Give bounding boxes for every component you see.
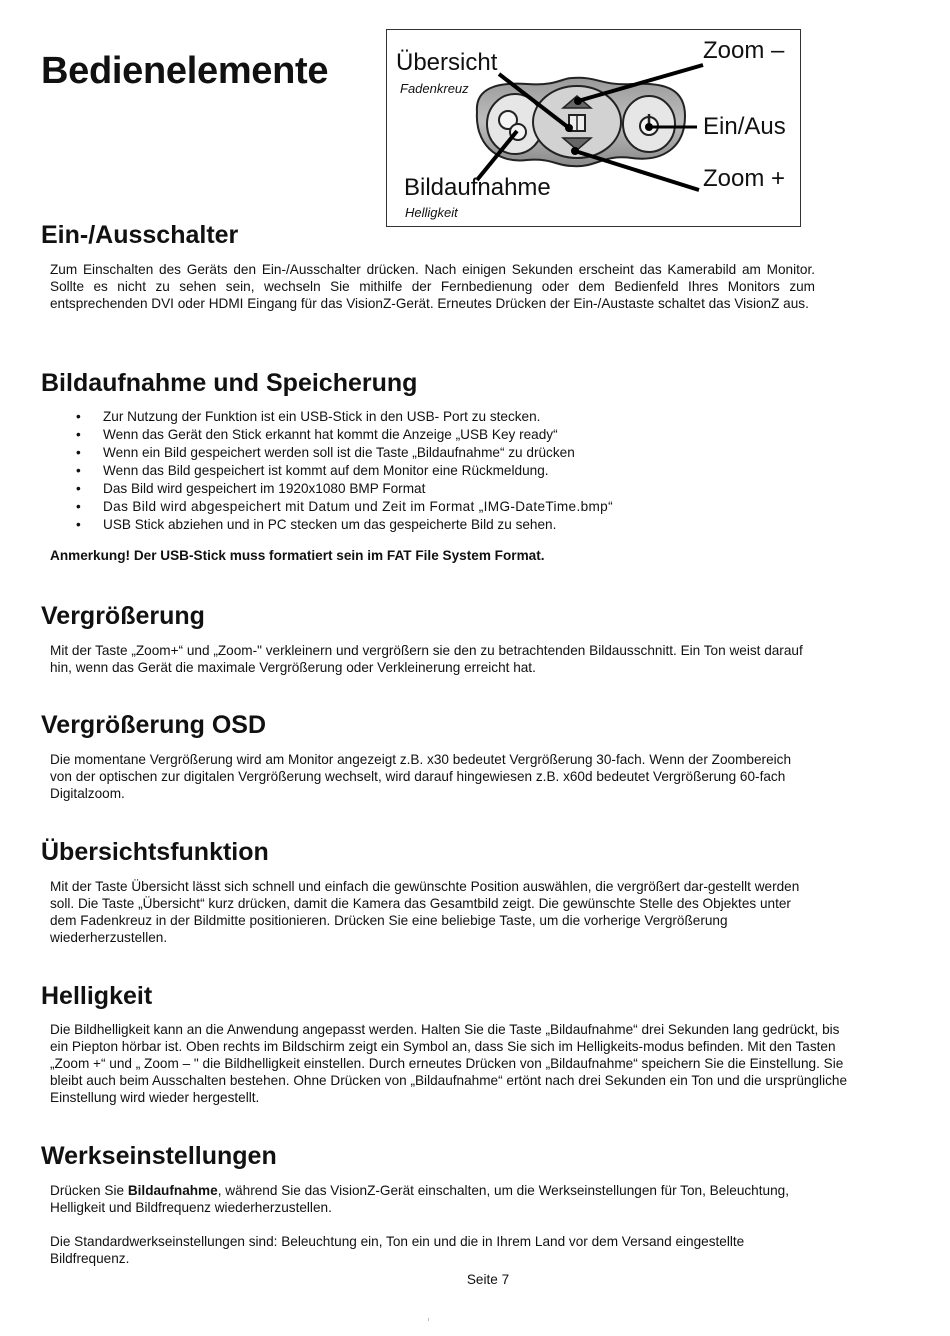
zoom-heading: Vergrößerung	[41, 602, 205, 630]
remote-control-diagram	[386, 29, 801, 227]
page-number: Seite 7	[466, 1272, 510, 1287]
capture-heading: Bildaufnahme und Speicherung	[41, 369, 418, 397]
page-title: Bedienelemente	[41, 50, 329, 92]
factory-text-1-bold: Bildaufnahme	[127, 1183, 218, 1198]
factory-heading: Werkseinstellungen	[41, 1142, 277, 1170]
zoom-plus-label: Zoom +	[703, 165, 786, 192]
list-item: • Das Bild wird gespeichert im 1920x1080 BMP Format	[72, 480, 772, 498]
overview-sublabel: Fadenkreuz	[400, 81, 469, 96]
scan-mark	[428, 1318, 429, 1321]
power-label: Ein/Aus	[703, 113, 786, 140]
list-item: • Wenn das Bild gespeichert ist kommt auf dem Monitor eine Rückmeldung.	[72, 462, 772, 480]
zoom-minus-label: Zoom –	[703, 37, 785, 64]
zoom-osd-heading: Vergrößerung OSD	[41, 711, 267, 739]
list-item: • USB Stick abziehen und in PC stecken um das gespeicherte Bild zu sehen.	[72, 516, 772, 534]
capture-label: Bildaufnahme	[404, 174, 551, 201]
zoom-osd-text: Die momentane Vergrößerung wird am Monitor angezeigt z.B. x30 bedeutet Vergrößerung 30-fach. Wenn der Zoombereich von der optischen zur digitalen Vergrößerung wechselt, wird darauf hingewiesen z.B. x60d bedeutet Vergrößerung 60-fach Digitalzoom.	[50, 752, 792, 801]
factory-text-1-prefix: Drücken Sie	[50, 1183, 128, 1198]
overview-heading: Übersichtsfunktion	[41, 838, 269, 866]
overview-text: Mit der Taste Übersicht lässt sich schnell und einfach die gewünschte Position auswählen, die vergrößert dar-gestellt werden soll. Die Taste „Übersicht“ kurz drücken, damit die Kamera das Gesamtbild zeigt. Die gewünschte Stelle des Objektes unter dem Fadenkreuz in der Bildmitte positionieren. Drücken Sie eine beliebige Taste, um die vorherige Vergrößerung wiederherzustellen.	[50, 879, 800, 945]
capture-sublabel: Helligkeit	[405, 205, 458, 220]
power-heading: Ein-/Ausschalter	[41, 221, 239, 249]
usb-format-note: Anmerkung! Der USB-Stick muss formatiert sein im FAT File System Format.	[50, 548, 545, 563]
brightness-heading: Helligkeit	[41, 982, 153, 1010]
list-item: • Das Bild wird abgespeichert mit Datum und Zeit im Format „IMG-DateTime.bmp“	[72, 498, 772, 516]
list-item: • Zur Nutzung der Funktion ist ein USB-Stick in den USB- Port zu stecken.	[72, 408, 772, 426]
overview-label: Übersicht	[396, 49, 498, 76]
list-item: • Wenn das Gerät den Stick erkannt hat kommt die Anzeige „USB Key ready“	[72, 426, 772, 444]
power-text: Zum Einschalten des Geräts den Ein-/Ausschalter drücken. Nach einigen Sekunden erscheint das Kamerabild am Monitor. Sollte es nicht zu sehen sein, wechseln Sie mithilfe der Fernbedienung oder dem Bedienfeld Ihres Monitors zum entsprechenden DVI oder HDMI Eingang für das VisionZ-Gerät. Erneutes Drücken der Ein-/Austaste schaltet das VisionZ aus.	[50, 262, 815, 311]
capture-bullet-list	[72, 408, 772, 534]
brightness-text: Die Bildhelligkeit kann an die Anwendung angepasst werden. Halten Sie die Taste „Bildaufnahme“ drei Sekunden lang gedrückt, bis ein Piepton hörbar ist. Oben rechts im Bildschirm zeigt ein Symbol an, dass Sie sich im Helligkeits-modus befinden. Mit den Tasten „Zoom +“ und „ Zoom – " die Bildhelligkeit einstellen. Durch erneutes Drücken von „Bildaufnahme“ speichern Sie die Einstellung. Sie bleibt auch beim Ausschalten bestehen. Ohne Drücken von „Bildaufnahme“ ertönt nach drei Sekunden ein Ton und die ursprüngliche Einstellung wird wieder hergestellt.	[50, 1022, 848, 1105]
list-item: • Wenn ein Bild gespeichert werden soll ist die Taste „Bildaufnahme“ zu drücken	[72, 444, 772, 462]
factory-text-1	[50, 1182, 790, 1216]
zoom-text: Mit der Taste „Zoom+“ und „Zoom-" verkleinern und vergrößern sie den zu betrachtenden Bildausschnitt. Ein Ton weist darauf hin, wenn das Gerät die maximale Vergrößerung oder Verkleinerung erreicht hat.	[50, 643, 803, 675]
factory-text-1-suffix: , während Sie das VisionZ-Gerät einschalten, um die Werkseinstellungen für Ton, Beleuchtung, Helligkeit und Bildfrequenz wiederherzustellen.	[50, 1183, 789, 1215]
factory-text-2: Die Standardwerkseinstellungen sind: Beleuchtung ein, Ton ein und die in Ihrem Land vor dem Versand eingestellte Bildfrequenz.	[50, 1234, 745, 1266]
